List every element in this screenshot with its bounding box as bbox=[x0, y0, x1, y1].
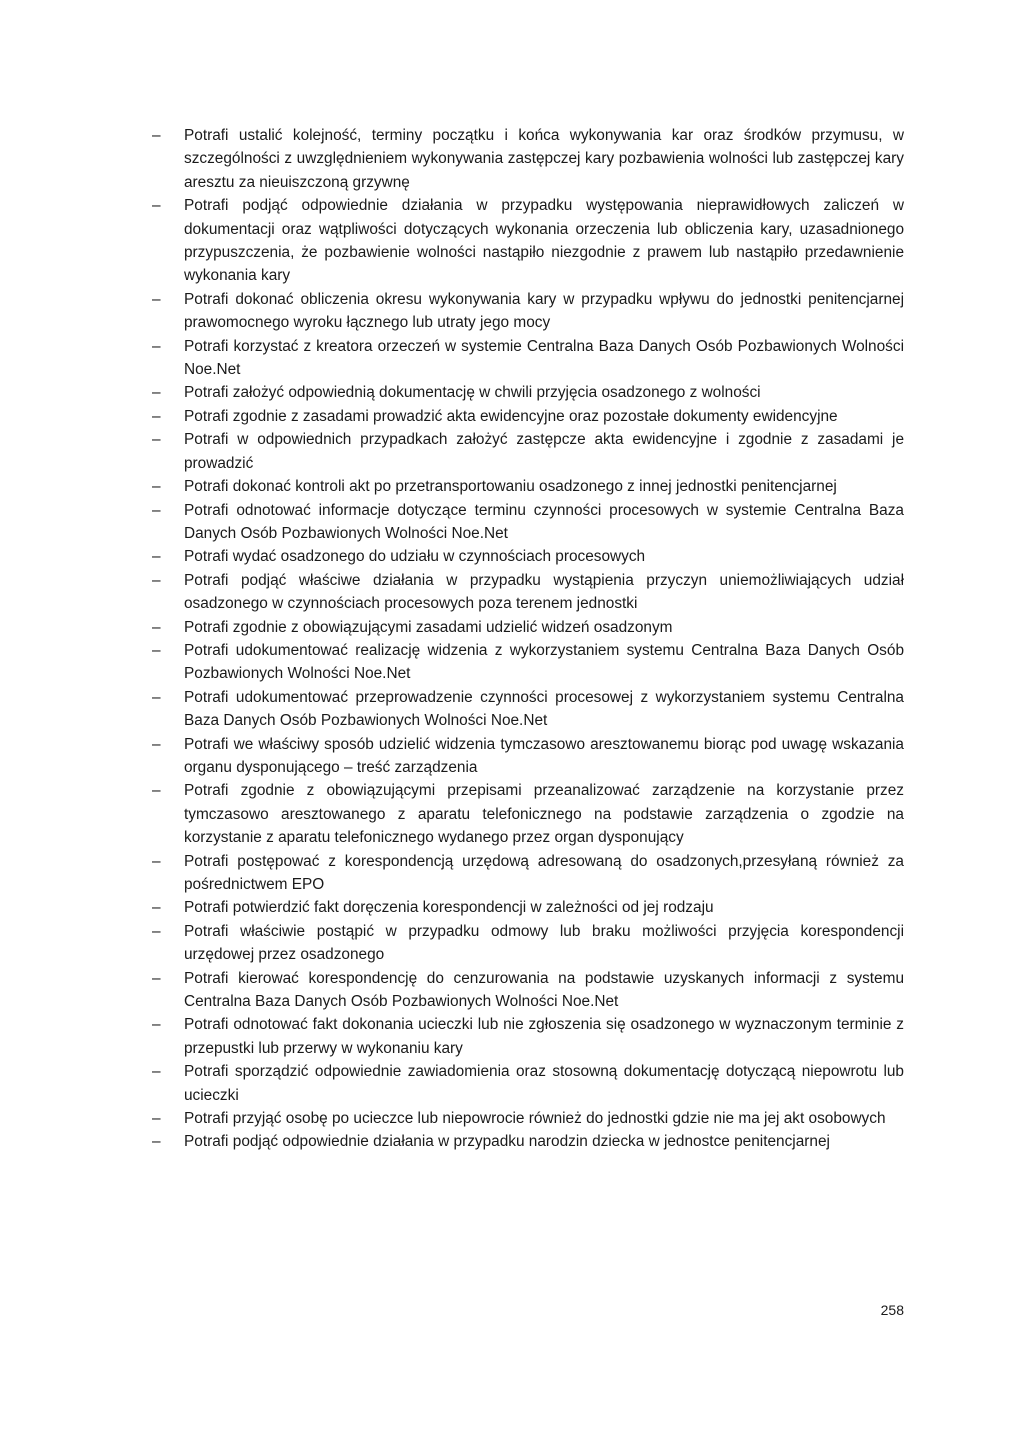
list-item bbox=[152, 545, 904, 568]
list-item bbox=[152, 288, 904, 335]
list-item bbox=[152, 499, 904, 546]
list-item-text: Potrafi właściwie postąpić w przypadku odmowy lub braku możliwości przyjęcia korespondencji urzędowej przez osadzonego bbox=[184, 922, 904, 964]
list-item bbox=[152, 1130, 904, 1153]
list-item-text: Potrafi udokumentować realizację widzenia z wykorzystaniem systemu Centralna Baza Danych Osób Pozbawionych Wolności Noe.Net bbox=[184, 641, 904, 683]
bullet-dash: – bbox=[152, 969, 161, 987]
list-item-text: Potrafi przyjąć osobę po ucieczce lub niepowrocie również do jednostki gdzie nie ma jej akt osobowych bbox=[184, 1110, 886, 1128]
list-item bbox=[152, 405, 904, 428]
list-item-text: Potrafi sporządzić odpowiednie zawiadomienia oraz stosowną dokumentację dotyczącą niepowrotu lub ucieczki bbox=[184, 1063, 904, 1104]
list-item bbox=[152, 1013, 904, 1060]
list-item bbox=[152, 616, 904, 639]
list-item bbox=[152, 124, 904, 194]
bullet-dash: – bbox=[152, 407, 161, 425]
bullet-dash: – bbox=[152, 1016, 161, 1034]
list-item-text: Potrafi ustalić kolejność, terminy początku i końca wykonywania kar oraz środków przymusu, w szczególności z uwzględnieniem wykonywania zastępczej kary pozbawienia wolności lub zastępczej kary aresztu za nieuiszczoną grzywnę bbox=[184, 127, 904, 191]
bullet-dash: – bbox=[152, 1063, 161, 1081]
bullet-dash: – bbox=[152, 782, 161, 800]
list-item bbox=[152, 335, 904, 382]
list-item-text: Potrafi udokumentować przeprowadzenie czynności procesowej z wykorzystaniem systemu Centralna Baza Danych Osób Pozbawionych Wolności Noe.Net bbox=[184, 688, 904, 730]
list-item bbox=[152, 896, 904, 919]
list-item-text: Potrafi założyć odpowiednią dokumentację w chwili przyjęcia osadzonego z wolności bbox=[184, 384, 761, 402]
bullet-dash: – bbox=[152, 478, 161, 496]
list-item-text: Potrafi zgodnie z obowiązującymi zasadami udzielić widzeń osadzonym bbox=[184, 618, 673, 636]
list-item bbox=[152, 920, 904, 967]
list-item-text: Potrafi podjąć właściwe działania w przypadku wystąpienia przyczyn uniemożliwiających udział osadzonego w czynnościach procesowych poza terenem jednostki bbox=[184, 571, 904, 613]
bullet-dash: – bbox=[152, 899, 161, 917]
list-item-text: Potrafi postępować z korespondencją urzędową adresowaną do osadzonych,przesyłaną również za pośrednictwem EPO bbox=[184, 852, 904, 893]
list-item-text: Potrafi zgodnie z zasadami prowadzić akta ewidencyjne oraz pozostałe dokumenty ewidencyjne bbox=[184, 407, 838, 425]
list-item bbox=[152, 639, 904, 686]
bullet-dash: – bbox=[152, 431, 161, 449]
bullet-dash: – bbox=[152, 571, 161, 589]
list-item bbox=[152, 686, 904, 733]
bullet-dash: – bbox=[152, 688, 161, 706]
list-item-text: Potrafi wydać osadzonego do udziału w czynnościach procesowych bbox=[184, 548, 646, 566]
list-item-text: Potrafi we właściwy sposób udzielić widzenia tymczasowo aresztowanemu biorąc pod uwagę wskazania organu dysponującego – treść zarządzenia bbox=[184, 735, 904, 776]
bullet-dash: – bbox=[152, 290, 161, 308]
list-item bbox=[152, 1107, 904, 1130]
list-item-text: Potrafi odnotować fakt dokonania ucieczki lub nie zgłoszenia się osadzonego w wyznaczonym terminie z przepustki lub przerwy w wykonaniu kary bbox=[184, 1016, 904, 1057]
bullet-dash: – bbox=[152, 337, 161, 355]
list-item-text: Potrafi podjąć odpowiednie działania w przypadku narodzin dziecka w jednostce penitencjarnej bbox=[184, 1133, 830, 1151]
list-item bbox=[152, 569, 904, 616]
bullet-dash: – bbox=[152, 127, 161, 144]
bullet-dash: – bbox=[152, 501, 161, 519]
list-item-text: Potrafi dokonać kontroli akt po przetransportowaniu osadzonego z innej jednostki penitencjarnej bbox=[184, 478, 837, 496]
bullet-dash: – bbox=[152, 384, 161, 402]
list-item-text: Potrafi w odpowiednich przypadkach założyć zastępcze akta ewidencyjne i zgodnie z zasadami je prowadzić bbox=[184, 431, 904, 472]
list-item-text: Potrafi zgodnie z obowiązującymi przepisami przeanalizować zarządzenie na korzystanie przez tymczasowo aresztowanego z aparatu telefonicznego na podstawie zarządzenia o zgodzie na korzystanie z aparatu telefonicznego wydanego przez organ dysponujący bbox=[184, 782, 904, 847]
list-item bbox=[152, 428, 904, 475]
bullet-dash: – bbox=[152, 548, 161, 566]
list-item-text: Potrafi kierować korespondencję do cenzurowania na podstawie uzyskanych informacji z systemu Centralna Baza Danych Osób Pozbawionych Wolności Noe.Net bbox=[184, 969, 904, 1011]
list-item bbox=[152, 194, 904, 288]
list-item-text: Potrafi dokonać obliczenia okresu wykonywania kary w przypadku wpływu do jednostki penitencjarnej prawomocnego wyroku łącznego lub utraty jego mocy bbox=[184, 290, 904, 332]
bullet-dash: – bbox=[152, 1133, 161, 1151]
list-item bbox=[152, 1060, 904, 1107]
list-item-text: Potrafi odnotować informacje dotyczące terminu czynności procesowych w systemie Centralna Baza Danych Osób Pozbawionych Wolności Noe.Net bbox=[184, 501, 904, 542]
list-item-text: Potrafi korzystać z kreatora orzeczeń w systemie Centralna Baza Danych Osób Pozbawionych Wolności Noe.Net bbox=[184, 337, 904, 379]
page-number: 258 bbox=[880, 1302, 904, 1318]
list-item bbox=[152, 381, 904, 404]
list-item-text: Potrafi podjąć odpowiednie działania w przypadku występowania nieprawidłowych zaliczeń w dokumentacji oraz wątpliwości dotyczących wykonania orzeczenia lub obliczenia kary, uzasadnionego przypuszczenia, że pozbawienie wolności nastąpiło niezgodnie z prawem lub nastąpiło przedawnienie wykonania kary bbox=[184, 197, 904, 285]
bullet-dash: – bbox=[152, 1110, 161, 1128]
bullet-dash: – bbox=[152, 852, 161, 870]
list-item bbox=[152, 850, 904, 897]
list-item bbox=[152, 733, 904, 780]
bullet-dash: – bbox=[152, 735, 161, 753]
list-item-text: Potrafi potwierdzić fakt doręczenia korespondencji w zależności od jej rodzaju bbox=[184, 899, 714, 917]
list-item bbox=[152, 779, 904, 849]
bullet-dash: – bbox=[152, 618, 161, 636]
list-item bbox=[152, 967, 904, 1014]
list-item bbox=[152, 475, 904, 498]
bullet-dash: – bbox=[152, 641, 161, 659]
bullet-dash: – bbox=[152, 197, 161, 215]
skills-list bbox=[152, 124, 904, 1154]
bullet-dash: – bbox=[152, 922, 161, 940]
